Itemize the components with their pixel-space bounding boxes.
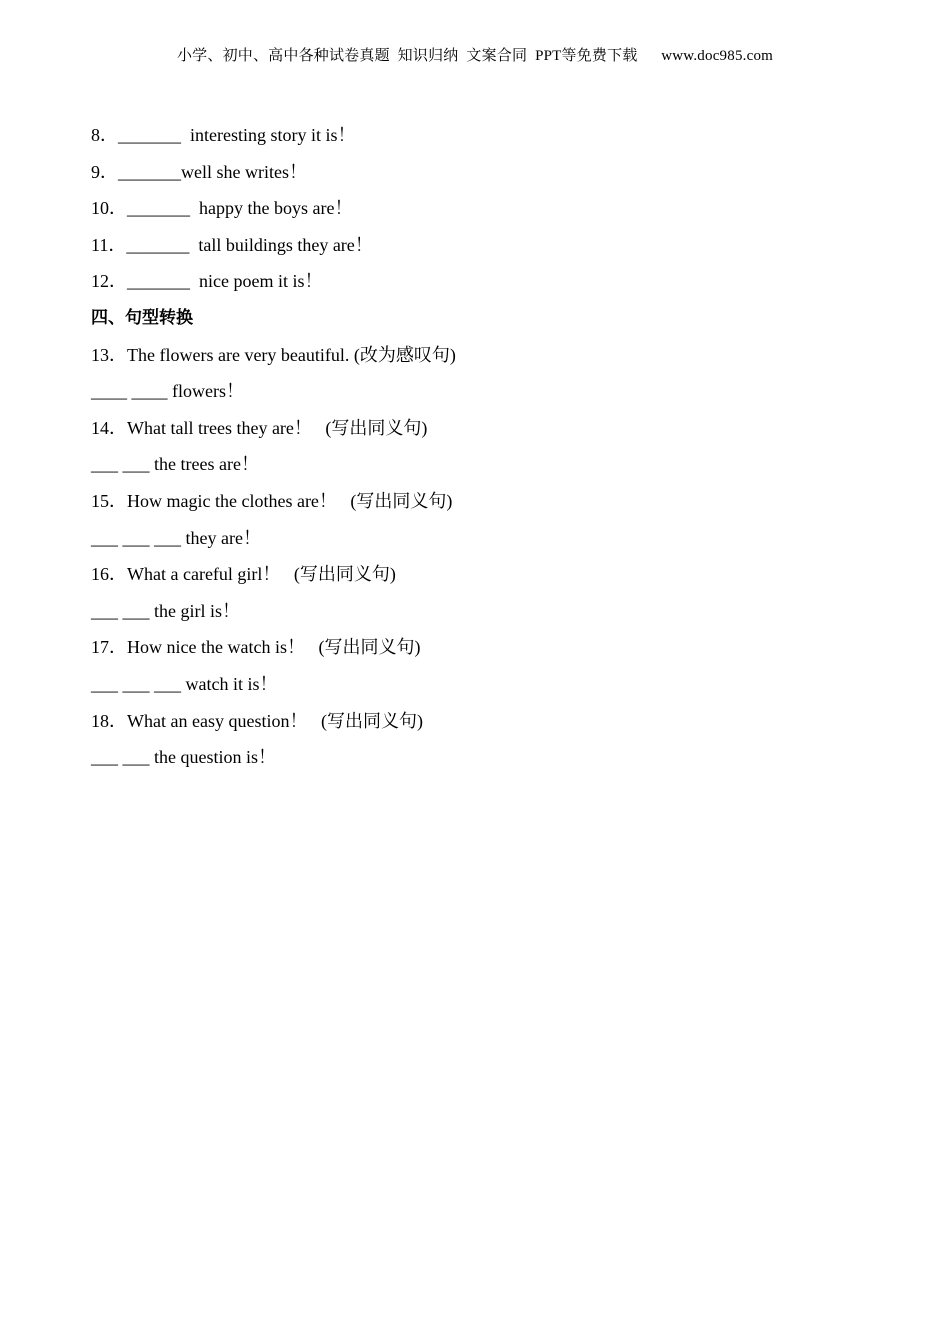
answer-line-16: ___ ___ the girl is！ (91, 600, 240, 621)
question-12: 12．_______ nice poem it is！ (91, 271, 323, 292)
answer-line-15: ___ ___ ___ they are！ (91, 527, 261, 548)
answer-line-14: ___ ___ the trees are！ (91, 454, 259, 475)
answer-line-17: ___ ___ ___ watch it is！ (91, 673, 278, 694)
question-10: 10．_______ happy the boys are！ (91, 198, 353, 219)
question-13: 13．The flowers are very beautiful. (改为感叹句) (91, 344, 456, 365)
question-9: 9．_______well she writes！ (91, 161, 307, 182)
section-title: 四、句型转换 (91, 307, 193, 328)
question-16: 16．What a careful girl！ (写出同义句) (91, 564, 396, 585)
question-14: 14．What tall trees they are！ (写出同义句) (91, 417, 428, 438)
question-8: 8．_______ interesting story it is！ (91, 125, 356, 145)
question-11: 11．_______ tall buildings they are！ (91, 234, 373, 255)
question-15: 15．How magic the clothes are！ (写出同义句) (91, 490, 453, 511)
question-18: 18．What an easy question！ (写出同义句) (91, 710, 423, 731)
question-17: 17．How nice the watch is！ (写出同义句) (91, 637, 421, 658)
worksheet-content (91, 117, 871, 776)
answer-line-13: ____ ____ flowers！ (91, 381, 244, 402)
page-header: 小学、初中、高中各种试卷真题 知识归纳 文案合同 PPT等免费下载 www.doc985.com (176, 48, 774, 64)
answer-line-18: ___ ___ the question is！ (91, 747, 276, 768)
